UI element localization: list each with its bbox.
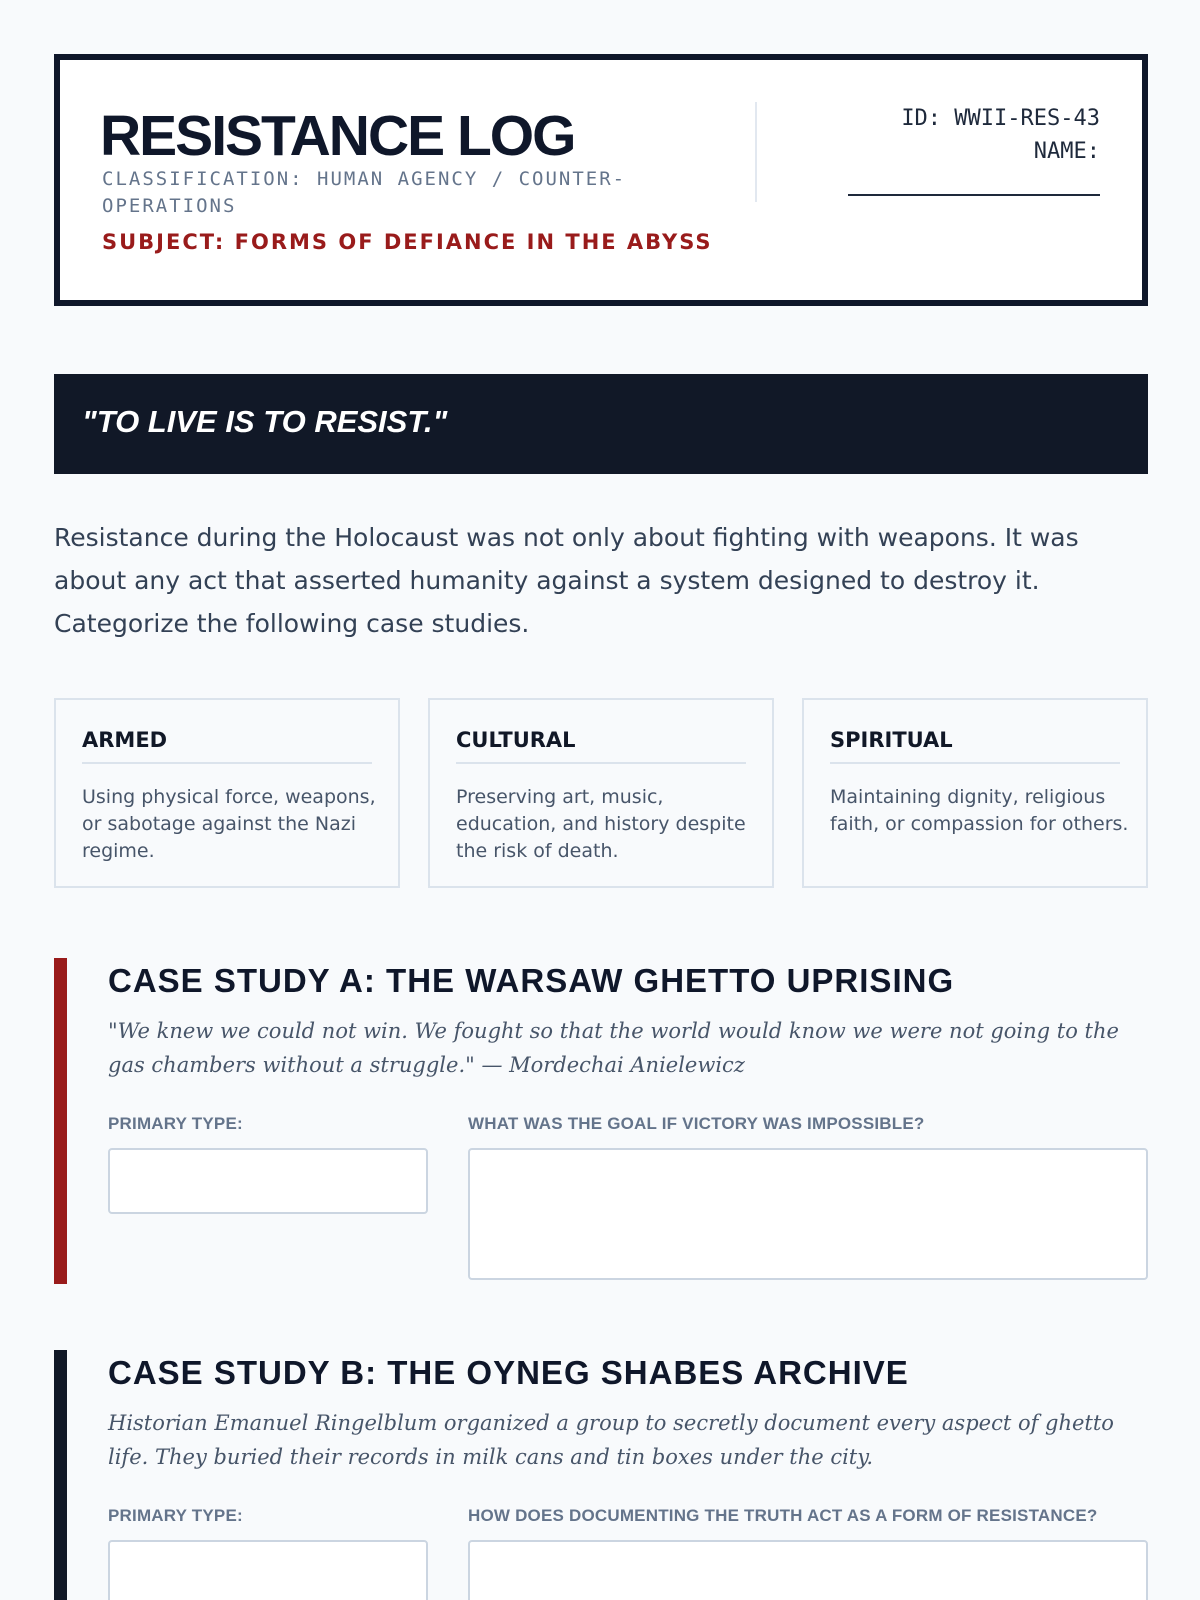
case-title: CASE STUDY B: THE OYNEG SHABES ARCHIVE (108, 1354, 909, 1391)
primary-type-label: PRIMARY TYPE: (108, 1114, 243, 1133)
classification-text: CLASSIFICATION: HUMAN AGENCY / COUNTER-OPERATIONS (102, 168, 627, 217)
intro-paragraph: Resistance during the Holocaust was not only about fighting with weapons. It was about any act that asserted humanity against a system designed to destroy it. Categorize the following case studies. (54, 523, 1079, 638)
case-study-a (54, 958, 1148, 1284)
case-accent-bar (54, 958, 67, 1284)
answer-textarea[interactable] (468, 1540, 1148, 1600)
category-card-spiritual (802, 698, 1148, 888)
case-quote: Historian Emanuel Ringelblum organized a group to secretly document every aspect of ghetto life. They buried their records in milk cans and tin boxes under the city. (108, 1411, 1114, 1469)
banner-quote: "TO LIVE IS TO RESIST." (82, 404, 448, 439)
header-divider (755, 102, 757, 202)
page-title: RESISTANCE LOG (100, 104, 575, 168)
category-description: Preserving art, music, education, and history despite the risk of death. (456, 786, 746, 862)
category-description: Maintaining dignity, religious faith, or compassion for others. (830, 786, 1129, 835)
header-meta (848, 102, 1100, 196)
case-title: CASE STUDY A: THE WARSAW GHETTO UPRISING (108, 962, 955, 999)
primary-type-label: PRIMARY TYPE: (108, 1506, 243, 1525)
category-card-armed (54, 698, 400, 888)
name-label: NAME: (1033, 139, 1100, 164)
header-box (54, 54, 1148, 306)
case-quote: "We knew we could not win. We fought so that the world would know we were not going to the gas chambers without a struggle." — Mordechai Anielewicz (108, 1019, 1119, 1077)
answer-textarea[interactable] (468, 1148, 1148, 1280)
quote-banner (54, 374, 1148, 474)
category-title: ARMED (82, 728, 372, 764)
question-label: WHAT WAS THE GOAL IF VICTORY WAS IMPOSSIBLE? (468, 1114, 925, 1133)
subject-text: SUBJECT: FORMS OF DEFIANCE IN THE ABYSS (102, 230, 713, 254)
primary-type-input[interactable] (108, 1540, 428, 1600)
primary-type-input[interactable] (108, 1148, 428, 1214)
category-title: CULTURAL (456, 728, 746, 764)
document-id: ID: WWII-RES-43 (901, 106, 1100, 131)
category-card-cultural (428, 698, 774, 888)
case-study-b (54, 1350, 1148, 1600)
case-accent-bar (54, 1350, 67, 1600)
question-label: HOW DOES DOCUMENTING THE TRUTH ACT AS A FORM OF RESISTANCE? (468, 1506, 1098, 1525)
category-description: Using physical force, weapons, or sabotage against the Nazi regime. (82, 786, 376, 862)
name-field[interactable] (848, 174, 1100, 196)
category-title: SPIRITUAL (830, 728, 1120, 764)
